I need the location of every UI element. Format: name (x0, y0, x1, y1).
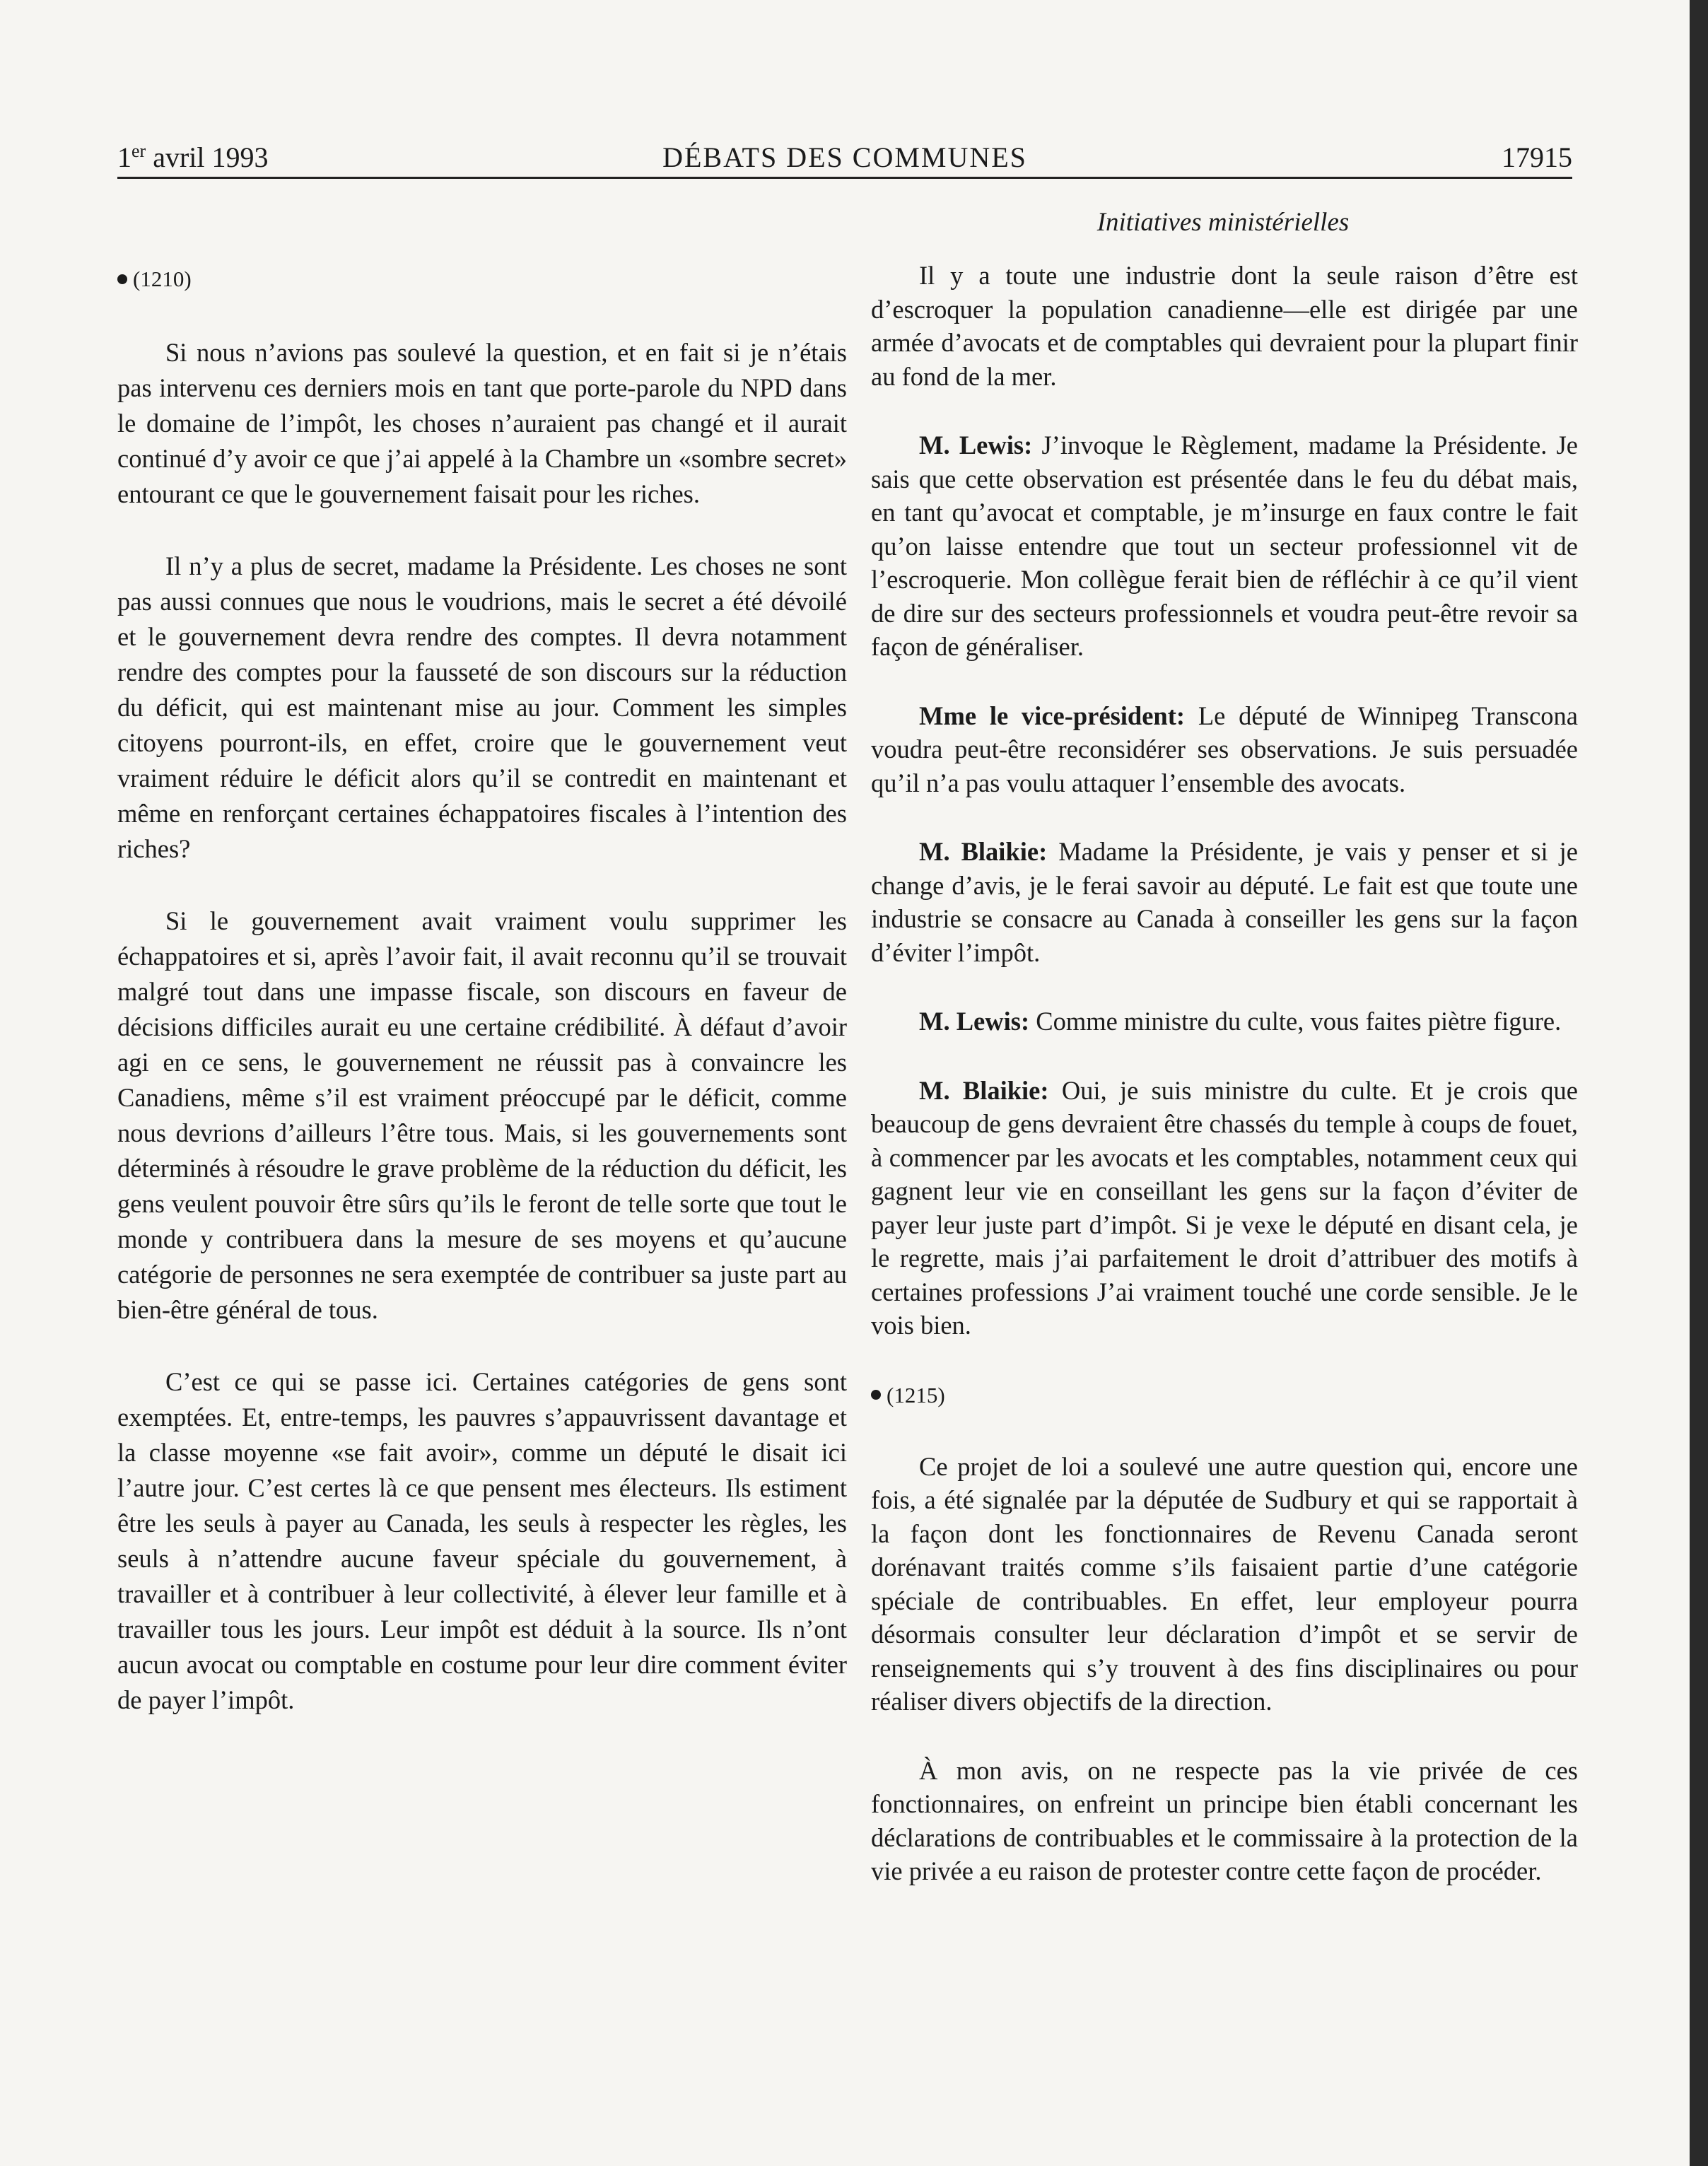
intervention-text: Comme ministre du culte, vous faites piètre figure. (1029, 1007, 1562, 1036)
time-marker (117, 262, 847, 297)
scan-edge (1690, 0, 1708, 2166)
speaker-name: M. Lewis: (919, 1007, 1030, 1036)
intervention (871, 428, 1578, 664)
paragraph: Il y a toute une industrie dont la seule raison d’être est d’escroquer la population canadienne—elle est dirigée par une armée d’avocats et de comptables qui devraient pour la plupart finir au fond de la mer. (871, 261, 1578, 391)
speaker-name: Mme le vice-président: (919, 701, 1186, 730)
intervention-text: Madame la Présidente, je vais y penser et si je change d’avis, je le ferai savoir au député. Le fait est que toute une industrie se consacre au Canada à conseiller les gens sur la façon d’éviter l’impôt. (871, 837, 1579, 967)
header-title: DÉBATS DES COMMUNES (662, 141, 1027, 173)
intervention (871, 699, 1578, 800)
intervention-text: J’invoque le Règlement, madame la Présidente. Je sais que cette observation est présentée dans le feu du débat mais, en tant qu’avocat et comptable, je m’insurge en faux contre le fait qu’on laisse entendre que tout un secteur professionnel vit de l’escroquerie. Mon collègue ferait bien de réfléchir à ce qu’il vient de dire sur des secteurs professionnels et voudra peut-être revoir sa façon de généraliser. (871, 431, 1578, 661)
intervention (871, 1005, 1578, 1038)
page-header (117, 139, 1572, 179)
bullet-icon (117, 274, 127, 284)
time-marker-label: (1210) (133, 267, 192, 291)
paragraph: Il n’y a plus de secret, madame la Présidente. Les choses ne sont pas aussi connues que nous le voudrions, mais le secret a été dévoilé et le gouvernement devra rendre des comptes. Il devra notamment rendre des comptes pour la fausseté de son discours sur la réduction du déficit, qui est maintenant mise au jour. Comment les simples citoyens pourront-ils, en effet, croire que le gouvernement veut vraiment réduire le déficit alors qu’il se contredit en maintenant et même en renforçant certaines échappatoires fiscales à l’intention des riches? (117, 551, 847, 863)
paragraph: Ce projet de loi a soulevé une autre question qui, encore une fois, a été signalée par la députée de Sudbury et qui se rapportait à la façon dont les fonctionnaires de Revenu Canada seront dorénavant traités comme s’ils faisaient partie d’une catégorie spéciale de contribuables. En effet, leur employeur pourra désormais consulter leur déclaration d’impôt et se servir de renseignements qui s’y trouvent à des fins disciplinaires ou pour réaliser divers objectifs de la direction. (871, 1451, 1578, 1716)
section-label: Initiatives ministérielles (1096, 208, 1350, 237)
intervention-text: Le député de Winnipeg Transcona voudra peut-être reconsidérer ses observations. Je suis persuadée qu’il n’a pas voulu attaquer l’ensemble des avocats. (871, 701, 1578, 797)
paragraph: C’est ce qui se passe ici. Certaines catégories de gens sont exemptées. Et, entre-temps, les pauvres s’appauvrissent davantage et la classe moyenne «se fait avoir», comme un député le disait ici l’autre jour. C’est certes là ce que pensent mes électeurs. Ils estiment être les seuls à payer au Canada, les seuls à respecter les règles, les seuls à n’attendre aucune faveur spéciale du gouvernement, à travailler et à contribuer à leur collectivité, à élever leur famille et à travailler tous les jours. Leur impôt est déduit à la source. Ils n’ont aucun avocat ou comptable en costume pour leur dire comment éviter de payer l’impôt. (117, 1367, 847, 1714)
time-marker-label: (1215) (887, 1382, 945, 1407)
header-date-superscript: er (131, 141, 146, 161)
right-column (871, 259, 1578, 1924)
speaker-name: M. Blaikie: (919, 837, 1048, 866)
bullet-icon (871, 1390, 881, 1400)
paragraph: Si le gouvernement avait vraiment voulu supprimer les échappatoires et si, après l’avoir fait, il avait reconnu qu’il se trouvait malgré tout dans une impasse fiscale, son discours en faveur de décisions difficiles aurait eu une certaine crédibilité. À défaut d’avoir agi en ce sens, le gouvernement ne réussit pas à convaincre les Canadiens, même s’il est vraiment préoccupé par le déficit, comme nous devrions d’ailleurs l’être tous. Mais, si les gouvernements sont déterminés à résoudre le grave problème de la réduction du déficit, les gens veulent pouvoir être sûrs qu’ils le feront de telle sorte que tout le monde y contribuera dans la mesure de ses moyens et qu’aucune catégorie de personnes ne sera exemptée de contribuer sa juste part au bien-être général de tous. (117, 906, 847, 1324)
time-marker (871, 1378, 1578, 1413)
speaker-name: M. Lewis: (919, 431, 1033, 459)
intervention (871, 1074, 1578, 1342)
paragraph: À mon avis, on ne respecte pas la vie privée de ces fonctionnaires, on enfreint un principe bien établi concernant les déclarations de contribuables et le commissaire à la protection de la vie privée a eu raison de protester contre cette façon de procéder. (871, 1755, 1578, 1885)
header-page-number: 17915 (1502, 141, 1572, 173)
header-date-rest: avril 1993 (146, 141, 269, 173)
paragraph: Si nous n’avions pas soulevé la question, et en fait si je n’étais pas intervenu ces derniers mois en tant que porte-parole du NPD dans le domaine de l’impôt, les choses n’auraient pas changé et il aurait continué d’y avoir ce que j’ai appelé à la Chambre un «sombre secret» entourant ce que le gouvernement faisait pour les riches. (117, 338, 847, 508)
header-date-day: 1 (117, 141, 131, 173)
left-column (117, 262, 847, 1755)
intervention (871, 835, 1578, 969)
speaker-name: M. Blaikie: (919, 1075, 1049, 1105)
intervention-text: Oui, je suis ministre du culte. Et je crois que beaucoup de gens devraient être chassés du temple à coups de fouet, à commencer par les avocats et les comptables, notamment ceux qui gagnent leur vie en conseillant les gens sur la façon d’éviter de payer leur juste part d’impôt. Si je vexe le député en disant cela, je le regrette, mais j’ai parfaitement le droit d’attribuer des motifs à certaines professions J’ai vraiment touché une corde sensible. Je le vois bien. (871, 1075, 1578, 1340)
